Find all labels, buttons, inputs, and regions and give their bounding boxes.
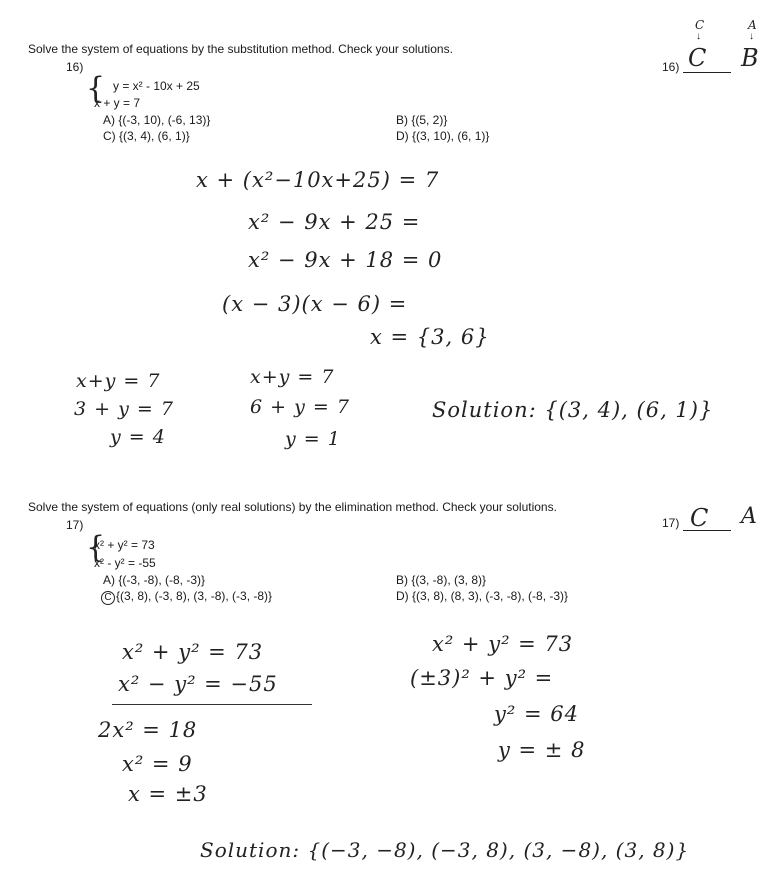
instruction-elimination: Solve the system of equations (only real solutions) by the elimination method. Check your solutions. — [28, 500, 557, 514]
problem-number-17: 17) — [66, 518, 84, 532]
answer-key-16: B — [741, 44, 760, 72]
mark-over-student-16: C — [695, 18, 706, 32]
subtraction-line — [112, 704, 312, 705]
answer-student-17: C — [690, 504, 710, 532]
work1-mid-b: 6 + y = 7 — [250, 396, 350, 418]
answer-student-16: C — [688, 44, 708, 72]
choice-17-b: B) {(3, -8), (3, 8)} — [396, 573, 487, 587]
work1-line5: x = {3, 6} — [370, 325, 490, 349]
instruction-substitution: Solve the system of equations by the substitution method. Check your solutions. — [28, 42, 453, 56]
choice-16-b: B) {(5, 2)} — [396, 113, 448, 127]
choice-17-d: D) {(3, 8), (8, 3), (-3, -8), (-8, -3)} — [396, 589, 569, 603]
choice-16-d: D) {(3, 10), (6, 1)} — [396, 129, 490, 143]
answer-label-16: 16) — [662, 60, 680, 74]
work2-right4: y = ± 8 — [498, 738, 586, 762]
choice-16-c: C) {(3, 4), (6, 1)} — [103, 129, 190, 143]
choice-17-c-text: {(3, 8), (-3, 8), (3, -8), (-3, -8)} — [116, 589, 273, 603]
work2-line2: x² − y² = −55 — [118, 672, 278, 696]
answer-label-17: 17) — [662, 516, 680, 530]
choice-17-c — [101, 589, 272, 605]
equation-16-2: x + y = 7 — [94, 96, 141, 110]
answer-blank-16 — [683, 72, 731, 73]
work1-mid-c: y = 1 — [285, 428, 341, 450]
problem-number-16: 16) — [66, 60, 84, 74]
work2-line3: 2x² = 18 — [98, 718, 198, 742]
system-brace: { — [86, 71, 106, 106]
work1-mid-a: x+y = 7 — [250, 366, 335, 388]
work1-left-c: y = 4 — [110, 426, 166, 448]
equation-16-1: y = x² - 10x + 25 — [113, 79, 200, 93]
work2-line1: x² + y² = 73 — [122, 640, 264, 664]
work2-solution: Solution: {(−3, −8), (−3, 8), (3, −8), (3, 8)} — [200, 838, 690, 862]
answer-key-17: A — [741, 504, 758, 529]
circled-choice-c: C — [101, 591, 115, 605]
work1-solution: Solution: {(3, 4), (6, 1)} — [432, 398, 714, 422]
system-brace: { — [86, 530, 106, 565]
arrow-down-icon: ↓ — [749, 31, 754, 42]
equation-17-2: x² - y² = -55 — [94, 556, 156, 570]
work2-right2: (±3)² + y² = — [410, 666, 554, 690]
work1-line4: (x − 3)(x − 6) = — [222, 292, 408, 316]
answer-blank-17 — [683, 530, 731, 531]
arrow-down-icon: ↓ — [696, 31, 701, 42]
work1-line2: x² − 9x + 25 = — [248, 210, 421, 234]
work2-line5: x = ±3 — [128, 782, 208, 806]
work1-left-a: x+y = 7 — [76, 370, 161, 392]
work2-line4: x² = 9 — [122, 752, 193, 776]
mark-over-key-16: A — [748, 18, 758, 32]
choice-16-a: A) {(-3, 10), (-6, 13)} — [103, 113, 211, 127]
choice-17-a: A) {(-3, -8), (-8, -3)} — [103, 573, 206, 587]
work1-line1: x + (x²−10x+25) = 7 — [196, 168, 440, 192]
equation-17-1: x² + y² = 73 — [94, 538, 155, 552]
work2-right3: y² = 64 — [494, 702, 579, 726]
work2-right1: x² + y² = 73 — [432, 632, 574, 656]
work1-line3: x² − 9x + 18 = 0 — [248, 248, 443, 272]
work1-left-b: 3 + y = 7 — [74, 398, 174, 420]
